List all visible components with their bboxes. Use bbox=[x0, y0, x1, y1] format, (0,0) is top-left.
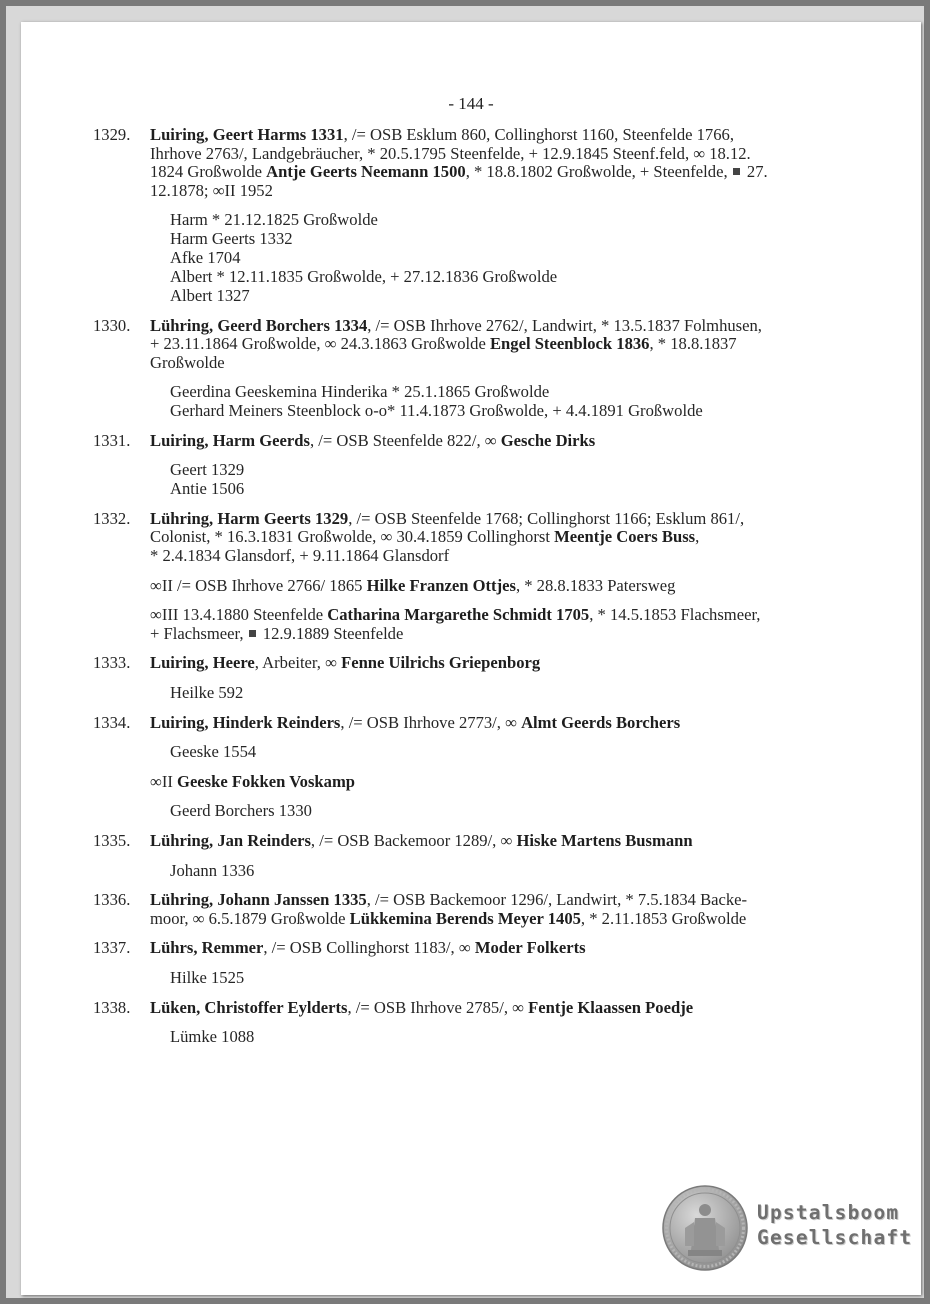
entry-text: + Flachsmeer, bbox=[150, 623, 248, 643]
text-line bbox=[150, 577, 858, 596]
register-entry bbox=[93, 714, 858, 821]
entry-text: , /= OSB Backemoor 1296/, Landwirt, * 7.5.1834 Backe- bbox=[366, 890, 748, 910]
person-name: Lüken, Christoffer Eylderts bbox=[150, 997, 348, 1017]
child-item: Antie 1506 bbox=[170, 479, 245, 499]
register-entry bbox=[93, 510, 858, 644]
entry-text: , /= OSB Ihrhove 2785/, ∞ bbox=[347, 997, 529, 1017]
child-item: Gerhard Meiners Steenblock o-o* 11.4.1873 Großwolde, + 4.4.1891 Großwolde bbox=[170, 401, 703, 421]
person-name: Moder Folkerts bbox=[474, 938, 586, 958]
text-line bbox=[150, 939, 858, 958]
text-line bbox=[150, 654, 858, 673]
children-list bbox=[150, 211, 858, 305]
register-entry bbox=[93, 832, 858, 880]
entry-text: ∞II /= OSB Ihrhove 2766/ 1865 bbox=[150, 575, 367, 595]
child-item: Hilke 1525 bbox=[170, 967, 245, 987]
marriage-paragraph bbox=[150, 577, 858, 596]
entry-paragraph bbox=[150, 999, 858, 1018]
text-line bbox=[150, 317, 858, 336]
burial-square-icon bbox=[733, 168, 740, 175]
entry-number: 1336. bbox=[93, 890, 131, 910]
entry-number: 1333. bbox=[93, 653, 131, 673]
children-list bbox=[150, 862, 858, 881]
entry-text: , * 2.11.1853 Großwolde bbox=[580, 908, 747, 928]
entry-paragraph bbox=[150, 510, 858, 566]
child-item: Geeske 1554 bbox=[170, 742, 257, 762]
text-line bbox=[150, 335, 858, 354]
person-name: Luiring, Geert Harms 1331 bbox=[150, 125, 344, 144]
entry-text: * 2.4.1834 Glansdorf, + 9.11.1864 Glansdorf bbox=[150, 546, 450, 566]
text-line bbox=[150, 773, 858, 792]
child-item: Harm Geerts 1332 bbox=[170, 229, 293, 249]
entry-text: Ihrhove 2763/, Landgebräucher, * 20.5.1795 Steenfelde, + 12.9.1845 Steenf.feld, ∞ 18.12. bbox=[150, 143, 751, 163]
entry-text: , * 28.8.1833 Patersweg bbox=[515, 575, 676, 595]
register-entry bbox=[93, 891, 858, 928]
entry-text: ∞III 13.4.1880 Steenfelde bbox=[150, 605, 328, 625]
person-name: Engel Steenblock 1836 bbox=[489, 334, 650, 354]
child-item: Albert 1327 bbox=[170, 285, 250, 305]
person-name: Fentje Klaassen Poedje bbox=[528, 997, 694, 1017]
child-item: Albert * 12.11.1835 Großwolde, + 27.12.1836 Großwolde bbox=[170, 267, 558, 287]
entry-text: , /= OSB Steenfelde 1768; Collinghorst 1166; Esklum 861/, bbox=[348, 508, 745, 528]
text-line bbox=[150, 126, 858, 145]
text-line bbox=[150, 145, 858, 164]
entry-text: , /= OSB Steenfelde 822/, ∞ bbox=[309, 430, 501, 450]
register-entry bbox=[93, 317, 858, 421]
entry-number: 1334. bbox=[93, 712, 131, 732]
entry-paragraph bbox=[150, 832, 858, 851]
child-item: Geerd Borchers 1330 bbox=[170, 801, 312, 821]
society-name-line1: Upstalsboom bbox=[757, 1201, 900, 1224]
person-name: Lührs, Remmer bbox=[150, 938, 264, 958]
person-name: Hiske Martens Busmann bbox=[516, 831, 693, 850]
children-list bbox=[150, 969, 858, 988]
children-list bbox=[150, 802, 858, 821]
children-list bbox=[150, 743, 858, 762]
child-item: Heilke 592 bbox=[170, 683, 244, 703]
entry-text: + 23.11.1864 Großwolde, ∞ 24.3.1863 Großwolde bbox=[150, 334, 490, 354]
document-page bbox=[21, 22, 921, 1295]
entry-number: 1329. bbox=[93, 125, 131, 144]
society-logo bbox=[661, 1184, 921, 1284]
children-list bbox=[150, 684, 858, 703]
person-name: Geeske Fokken Voskamp bbox=[177, 771, 355, 791]
text-line bbox=[150, 547, 858, 566]
text-line bbox=[150, 891, 858, 910]
entry-text: , * 18.8.1837 bbox=[649, 334, 737, 354]
entry-paragraph bbox=[150, 939, 858, 958]
marriage-paragraph bbox=[150, 606, 858, 643]
entry-number: 1332. bbox=[93, 508, 131, 528]
person-name: Antje Geerts Neemann 1500 bbox=[266, 162, 466, 182]
entry-text: 12.1878; ∞II 1952 bbox=[150, 180, 273, 200]
text-line bbox=[150, 625, 858, 644]
entry-text: Großwolde bbox=[150, 352, 225, 372]
entry-paragraph bbox=[150, 432, 858, 451]
entry-text: , /= OSB Esklum 860, Collinghorst 1160, Steenfelde 1766, bbox=[343, 125, 734, 144]
text-line bbox=[150, 832, 858, 851]
text-line bbox=[150, 910, 858, 929]
entry-text: 1824 Großwolde bbox=[150, 162, 267, 182]
page-number: - 144 - bbox=[448, 94, 494, 113]
register-entry bbox=[93, 654, 858, 702]
person-name: Lühring, Geerd Borchers 1334 bbox=[150, 315, 368, 335]
children-list bbox=[150, 1028, 858, 1047]
children-list bbox=[150, 383, 858, 420]
person-name: Hilke Franzen Ottjes bbox=[366, 575, 516, 595]
person-name: Luiring, Hinderk Reinders bbox=[150, 712, 341, 732]
entry-text: , * 18.8.1802 Großwolde, + Steenfelde, bbox=[465, 162, 732, 182]
page-frame bbox=[6, 6, 924, 1298]
child-item: Geerdina Geeskemina Hinderika * 25.1.1865 Großwolde bbox=[170, 382, 550, 402]
person-name: Lühring, Harm Geerts 1329 bbox=[150, 508, 349, 528]
society-name-line2: Gesellschaft bbox=[757, 1226, 913, 1249]
society-name bbox=[757, 1200, 912, 1250]
text-line bbox=[150, 606, 858, 625]
text-line bbox=[150, 714, 858, 733]
entry-text: 12.9.1889 Steenfelde bbox=[258, 623, 404, 643]
register-entry bbox=[93, 939, 858, 987]
child-item: Afke 1704 bbox=[170, 248, 241, 268]
entry-text: , * 14.5.1853 Flachsmeer, bbox=[589, 605, 761, 625]
burial-square-icon bbox=[249, 630, 256, 637]
entry-text: , Arbeiter, ∞ bbox=[254, 653, 342, 673]
entry-number: 1337. bbox=[93, 938, 131, 958]
text-line bbox=[150, 528, 858, 547]
person-name: Gesche Dirks bbox=[500, 430, 596, 450]
entry-text: Colonist, * 16.3.1831 Großwolde, ∞ 30.4.1859 Collinghorst bbox=[150, 527, 555, 547]
entry-text: , bbox=[695, 527, 700, 547]
person-name: Lühring, Johann Janssen 1335 bbox=[150, 890, 367, 910]
entry-text: , /= OSB Collinghorst 1183/, ∞ bbox=[263, 938, 475, 958]
person-name: Catharina Margarethe Schmidt 1705 bbox=[327, 605, 590, 625]
entry-text: , /= OSB Ihrhove 2773/, ∞ bbox=[340, 712, 522, 732]
entry-paragraph bbox=[150, 126, 858, 200]
entry-text: , /= OSB Backemoor 1289/, ∞ bbox=[310, 831, 517, 850]
text-line bbox=[150, 354, 858, 373]
child-item: Geert 1329 bbox=[170, 460, 245, 480]
person-name: Lükkemina Berends Meyer 1405 bbox=[349, 908, 581, 928]
entry-paragraph bbox=[150, 891, 858, 928]
entry-text: ∞II bbox=[150, 771, 178, 791]
seal-icon bbox=[661, 1184, 749, 1272]
entry-number: 1331. bbox=[93, 430, 131, 450]
entry-paragraph bbox=[150, 654, 858, 673]
child-item: Johann 1336 bbox=[170, 860, 255, 880]
text-line bbox=[150, 163, 858, 182]
text-line bbox=[150, 510, 858, 529]
text-line bbox=[150, 432, 858, 451]
entry-text: moor, ∞ 6.5.1879 Großwolde bbox=[150, 908, 350, 928]
entry-text: , /= OSB Ihrhove 2762/, Landwirt, * 13.5.1837 Folmhusen, bbox=[367, 315, 762, 335]
register-entry bbox=[93, 432, 858, 499]
entry-paragraph bbox=[150, 317, 858, 373]
person-name: Luiring, Heere bbox=[150, 653, 255, 673]
entry-number: 1330. bbox=[93, 315, 131, 335]
person-name: Meentje Coers Buss bbox=[554, 527, 696, 547]
child-item: Lümke 1088 bbox=[170, 1027, 255, 1047]
text-line bbox=[150, 999, 858, 1018]
register-entry bbox=[93, 126, 858, 306]
marriage-paragraph bbox=[150, 773, 858, 792]
child-item: Harm * 21.12.1825 Großwolde bbox=[170, 210, 378, 230]
entry-number: 1338. bbox=[93, 997, 131, 1017]
person-name: Luiring, Harm Geerds bbox=[150, 430, 310, 450]
entry-text: 27. bbox=[742, 162, 768, 182]
entry-paragraph bbox=[150, 714, 858, 733]
person-name: Lühring, Jan Reinders bbox=[150, 831, 311, 850]
entry-number: 1335. bbox=[93, 831, 131, 850]
text-line bbox=[150, 182, 858, 201]
person-name: Almt Geerds Borchers bbox=[521, 712, 681, 732]
children-list bbox=[150, 461, 858, 498]
register-entry bbox=[93, 999, 858, 1047]
register-entries bbox=[93, 126, 858, 1058]
person-name: Fenne Uilrichs Griepenborg bbox=[341, 653, 541, 673]
